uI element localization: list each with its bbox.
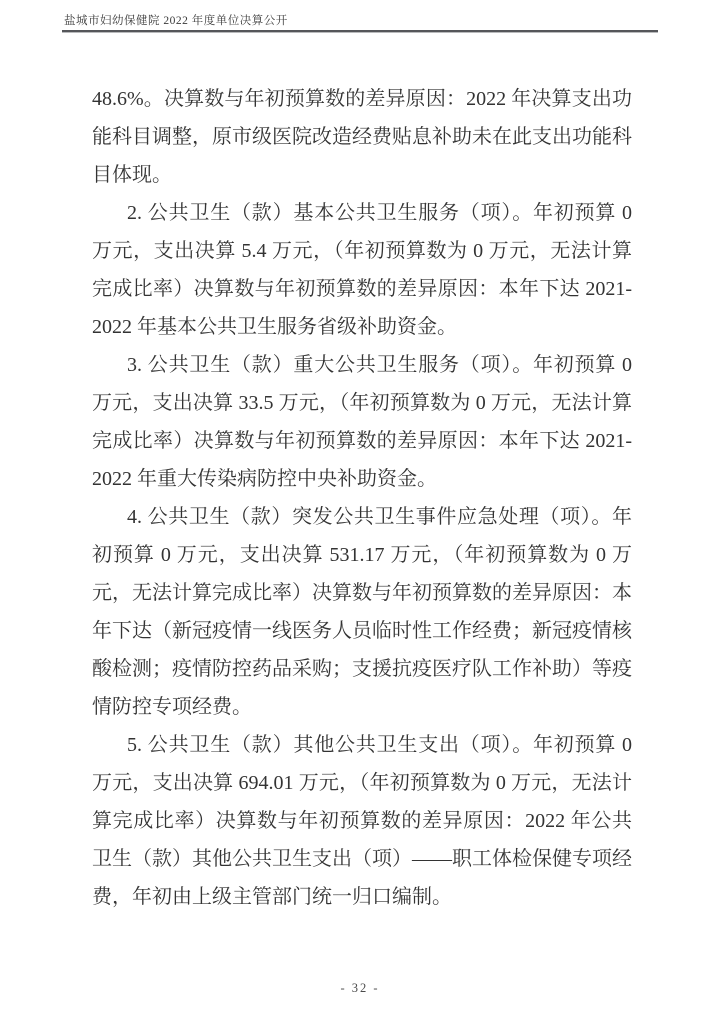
body-paragraph-5: 5. 公共卫生（款）其他公共卫生支出（项）。年初预算 0 万元，支出决算 694.01 万元，（年初预算数为 0 万元，无法计算完成比率）决算数与年初预算数的差异原因：2022 年公共卫生（款）其他公共卫生支出（项）——职工体检保健专项经费，年初由上级主管部门统一归口编制。	[92, 734, 632, 908]
page-header	[62, 0, 658, 32]
body-paragraph-3: 3. 公共卫生（款）重大公共卫生服务（项）。年初预算 0 万元，支出决算 33.5 万元，（年初预算数为 0 万元，无法计算完成比率）决算数与年初预算数的差异原因：本年下达 2021-2022 年重大传染病防控中央补助资金。	[92, 354, 632, 490]
document-body	[92, 80, 632, 916]
page-number: - 32 -	[340, 981, 380, 995]
header-title: 盐城市妇幼保健院 2022 年度单位决算公开	[64, 15, 288, 27]
body-paragraph-2: 2. 公共卫生（款）基本公共卫生服务（项）。年初预算 0 万元，支出决算 5.4 万元，（年初预算数为 0 万元，无法计算完成比率）决算数与年初预算数的差异原因：本年下达 2021-2022 年基本公共卫生服务省级补助资金。	[92, 202, 632, 338]
body-paragraph-4: 4. 公共卫生（款）突发公共卫生事件应急处理（项）。年初预算 0 万元，支出决算 531.17 万元，（年初预算数为 0 万元，无法计算完成比率）决算数与年初预算数的差异原因：本年下达（新冠疫情一线医务人员临时性工作经费；新冠疫情核酸检测；疫情防控药品采购；支援抗疫医疗队工作补助）等疫情防控专项经费。	[92, 506, 632, 718]
body-paragraph-1: 48.6%。决算数与年初预算数的差异原因：2022 年决算支出功能科目调整，原市级医院改造经费贴息补助未在此支出功能科目体现。	[92, 88, 632, 186]
header-rule	[62, 30, 658, 32]
